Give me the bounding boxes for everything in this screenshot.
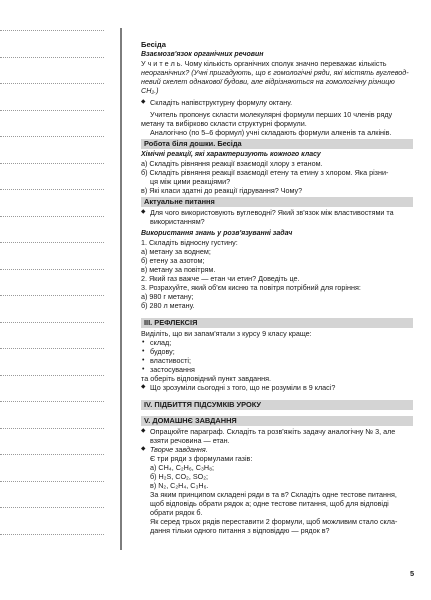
reflection-item-1: • склад;: [141, 338, 413, 347]
calc-1b: б) етену за азотом;: [141, 256, 205, 265]
bullet-understood: ◆ Що зрозуміли сьогодні з того, що не розуміли в 9 класі?: [141, 383, 413, 392]
note-line: [0, 189, 104, 190]
hw-line-9: дання тільки одного питання з відповіддю — рядок в?: [150, 526, 330, 535]
note-line: [0, 216, 104, 217]
note-line: [0, 83, 104, 84]
task-b-cont: ця між цими реакціями?: [150, 177, 231, 186]
note-line: [0, 481, 104, 482]
note-line: [0, 295, 104, 296]
beseda-heading: Бесіда: [141, 40, 166, 49]
calc-3a: а) 980 г метану;: [141, 292, 194, 301]
reflection-intro: Виділіть, що ви запам'ятали з курсу 9 класу краще:: [141, 329, 312, 338]
bullet-creative: ◆ Творче завдання.: [141, 445, 413, 454]
note-line: [0, 507, 104, 508]
teacher-line-5: метану та вибірково скласти структурні формули.: [141, 119, 307, 128]
reflection-item-2: • будову;: [141, 347, 413, 356]
subtitle-substances: Взаємозв'язок органічних речовин: [141, 51, 264, 58]
band-actual-question: Актуальне питання: [141, 197, 413, 207]
teacher-line-1: У ч и т е л ь. Чому кількість органічних сполук значно переважає кількість: [141, 59, 387, 68]
note-line: [0, 322, 104, 323]
hw-line-4: в) N₂, C₂H₄, C₃H₆.: [150, 481, 209, 490]
subtitle-problems: Використання знань у розв'язуванні задач: [141, 230, 293, 237]
note-line: [0, 163, 104, 164]
lesson-content: [141, 40, 413, 535]
hw-line-6: щоб відповідь обрати рядок а; одне тестове питання, щоб для відповіді: [150, 499, 389, 508]
note-line: [0, 30, 104, 31]
band-homework: V. ДОМАШНЄ ЗАВДАННЯ: [141, 416, 413, 426]
note-line: [0, 136, 104, 137]
reflection-end: та оберіть відповідний пункт завдання.: [141, 374, 271, 383]
hw-line-8: Як серед трьох рядів переставити 2 формули, щоб можливим стало скла-: [150, 517, 398, 526]
reflection-item-4: • застосування: [141, 365, 413, 374]
task-c: в) Які класи здатні до реакції гідрування? Чому?: [141, 186, 303, 195]
note-line: [0, 348, 104, 349]
note-line: [0, 428, 104, 429]
page-number: 5: [410, 569, 415, 578]
hw-line-5: За яким принципом складені ряди в та в? Складіть одне тестове питання,: [150, 490, 397, 499]
calc-2: 2. Який газ важче — етан чи етин? Доведіть це.: [141, 274, 300, 283]
subtitle-reactions: Хімічні реакції, які характеризують кожного класу: [141, 151, 321, 158]
hw-line-2: а) CH₄, C₂H₆, C₃H₈;: [150, 463, 215, 472]
teacher-line-2: неорганічних? (Учні пригадують, що є гомологічні ряди, які містять вуглевод-: [141, 68, 409, 77]
task-a: а) Складіть рівняння реакції взаємодії хлору з етаном.: [141, 159, 323, 168]
band-board-work: Робота біля дошки. Бесіда: [141, 139, 413, 149]
bullet-hydrocarbons-cont: використанням?: [150, 217, 205, 226]
calc-1a: а) метану за воднем;: [141, 247, 211, 256]
bullet-paragraph-cont: взяти речовина — етан.: [150, 436, 230, 445]
teacher-line-3: невий скелет однакової будови, але відрізняються на гомологічну різницю СН₂.): [141, 77, 395, 95]
note-line: [0, 57, 104, 58]
reflection-item-3: • властивості;: [141, 356, 413, 365]
task-b: б) Складіть рівняння реакції взаємодії етену та етину з хлором. Яка різни-: [141, 168, 389, 177]
note-line: [0, 242, 104, 243]
calc-3b: б) 280 л метану.: [141, 301, 195, 310]
margin-rule: [120, 28, 122, 550]
calc-1: 1. Складіть відносну густину:: [141, 238, 238, 247]
note-line: [0, 454, 104, 455]
bullet-hydrocarbons: ◆ Для чого використовують вуглеводні? Який зв'язок між властивостями та: [141, 208, 413, 217]
bullet-octane: ◆ Складіть напівструктурну формулу октану.: [141, 98, 413, 107]
note-line: [0, 401, 104, 402]
teacher-line-4: Учитель пропонує скласти молекулярні формули перших 10 членів ряду: [150, 110, 393, 119]
calc-1c: в) метану за повітрям.: [141, 265, 216, 274]
hw-line-1: Є три ряди з формулами газів:: [150, 454, 253, 463]
notes-column: [0, 30, 104, 550]
note-line: [0, 110, 104, 111]
hw-line-7: обрати рядок б.: [150, 508, 203, 517]
teacher-line-6: Аналогічно (по 5–6 формул) учні складають формули алкенів та алкінів.: [150, 128, 392, 137]
hw-line-3: б) H₂S, CO₂, SO₂;: [150, 472, 209, 481]
note-line: [0, 534, 104, 535]
band-reflection: III. РЕФЛЕКСІЯ: [141, 318, 413, 328]
note-line: [0, 375, 104, 376]
bullet-paragraph: ◆ Опрацюйте параграф. Складіть та розв'яжіть задачу аналогічну № 3, але: [141, 427, 413, 436]
band-summary: IV. ПІДБИТТЯ ПІДСУМКІВ УРОКУ: [141, 400, 413, 410]
note-line: [0, 269, 104, 270]
calc-3: 3. Розрахуйте, який об'єм кисню та повітря потрібний для горіння:: [141, 283, 361, 292]
